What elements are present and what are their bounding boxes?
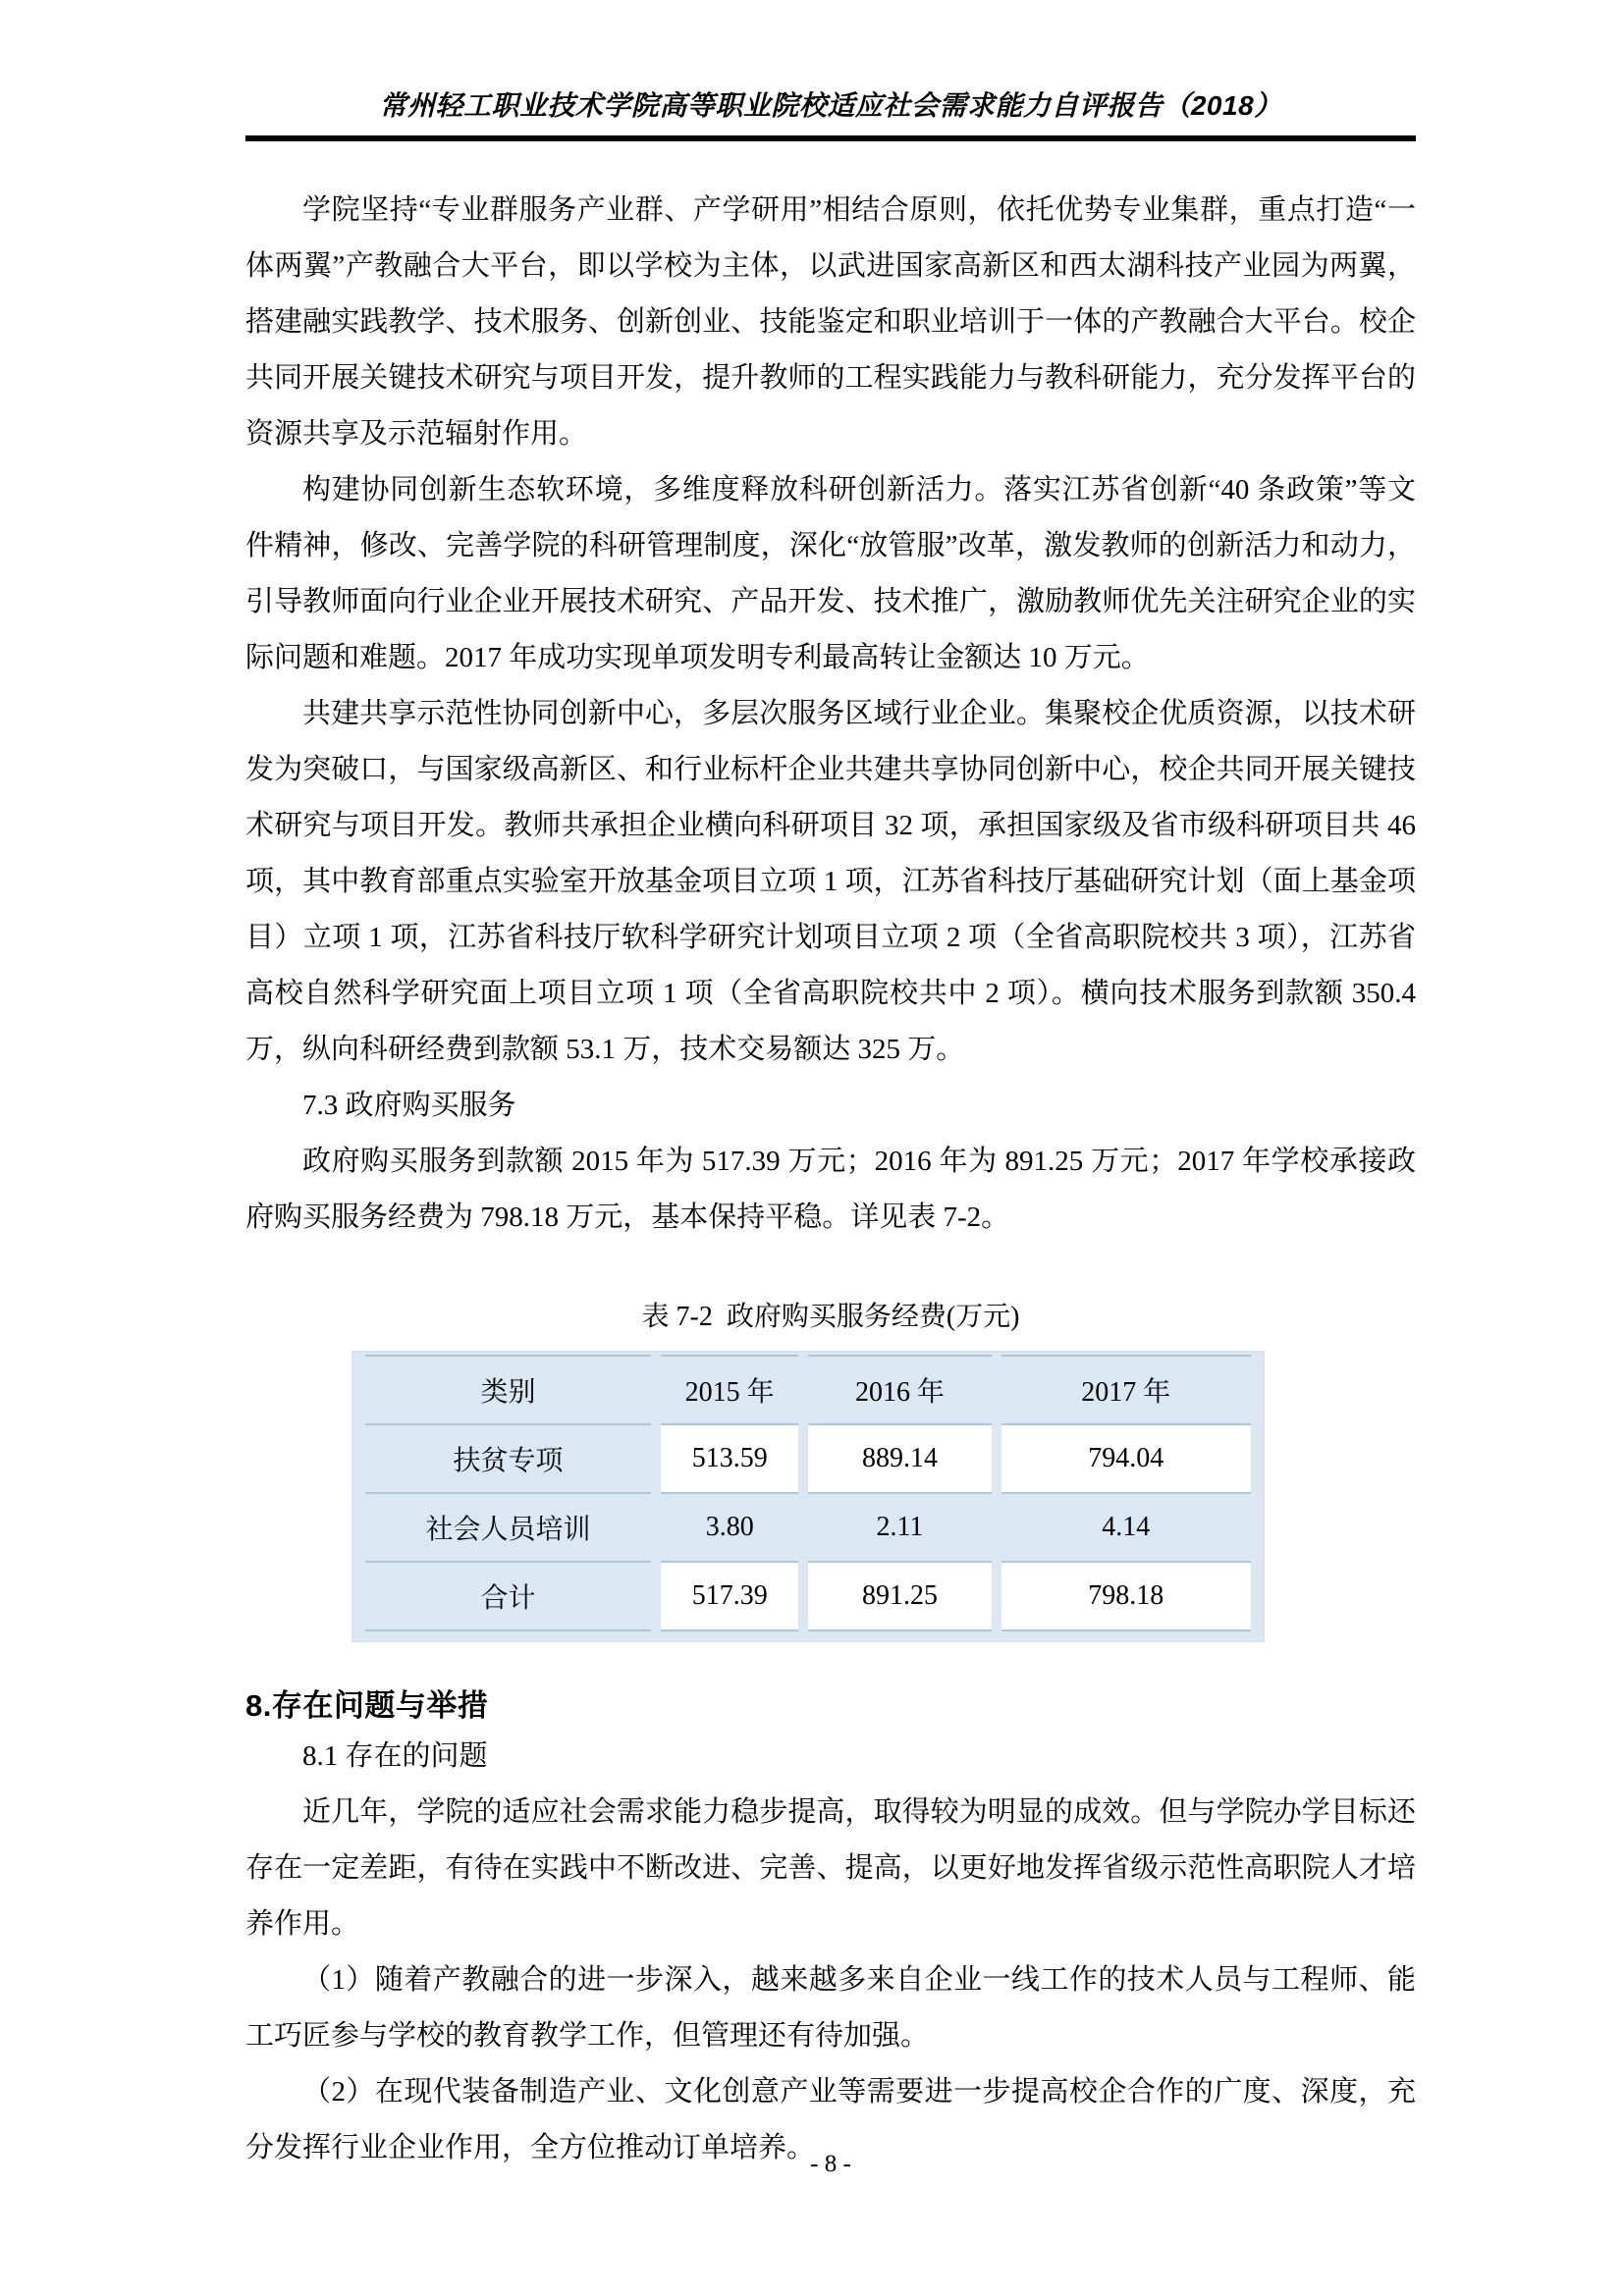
table-cell: 513.59: [656, 1424, 803, 1493]
table-cell: 798.18: [997, 1562, 1257, 1630]
table-cell: 2.11: [803, 1493, 996, 1562]
body-paragraph: 共建共享示范性协同创新中心，多层次服务区域行业企业。集聚校企优质资源，以技术研发为突破口，与国家级高新区、和行业标杆企业共建共享协同创新中心，校企共同开展关键技术研究与项目开发。教师共承担企业横向科研项目 32 项，承担国家级及省市级科研项目共 46 项，其中教育部重点实验室开放基金项目立项 1 项，江苏省科技厅基础研究计划（面上基金项目）立项 1 项，江苏省科技厅软科学研究计划项目立项 2 项（全省高职院校共 3 项），江苏省高校自然科学研究面上项目立项 1 项（全省高职院校共中 2 项）。横向技术服务到款额 350.4 万，纵向科研经费到款额 53.1 万，技术交易额达 325 万。: [245, 698, 1416, 1065]
table-cell: 889.14: [803, 1424, 996, 1493]
page-number: - 8 -: [810, 2151, 851, 2177]
table-header-row: [360, 1356, 1256, 1424]
table-header-cell: 2015 年: [656, 1356, 803, 1424]
table-cell: 891.25: [803, 1562, 996, 1630]
table-header-cell: 2016 年: [803, 1356, 996, 1424]
table-cell: 4.14: [997, 1493, 1257, 1562]
body-paragraph: （1）随着产教融合的进一步深入，越来越多来自企业一线工作的技术人员与工程师、能工巧匠参与学校的教育教学工作，但管理还有待加强。: [245, 1964, 1416, 2052]
table-cell: 3.80: [656, 1493, 803, 1562]
table-row-label: 社会人员培训: [360, 1493, 656, 1562]
body-paragraph: 近几年，学院的适应社会需求能力稳步提高，取得较为明显的成效。但与学院办学目标还存在一定差距，有待在实践中不断改进、完善、提高，以更好地发挥省级示范性高职院人才培养作用。: [245, 1796, 1416, 1940]
header-rule: [245, 135, 1416, 141]
table-header-cell: 类别: [360, 1356, 656, 1424]
running-header-title: 常州轻工职业技术学院高等职业院校适应社会需求能力自评报告（2018）: [379, 90, 1282, 121]
table-cell: 794.04: [997, 1424, 1257, 1493]
table-row: [360, 1562, 1256, 1630]
table-7-2: [352, 1351, 1265, 1642]
table-row-label: 合计: [360, 1562, 656, 1630]
section-heading-8: 8.存在问题与举措: [245, 1688, 489, 1723]
section-8-body: [245, 1729, 1416, 2176]
body-text: [245, 183, 1416, 1246]
table-row: [360, 1424, 1256, 1493]
body-paragraph: 学院坚持“专业群服务产业群、产学研用”相结合原则，依托优势专业集群，重点打造“一体两翼”产教融合大平台，即以学校为主体，以武进国家高新区和西太湖科技产业园为两翼，搭建融实践教学、技术服务、创新创业、技能鉴定和职业培训于一体的产教融合大平台。校企共同开展关键技术研究与项目开发，提升教师的工程实践能力与教科研能力，充分发挥平台的资源共享及示范辐射作用。: [245, 194, 1416, 450]
table-cell: 517.39: [656, 1562, 803, 1630]
body-paragraph: 政府购买服务到款额 2015 年为 517.39 万元；2016 年为 891.25 万元；2017 年学校承接政府购买服务经费为 798.18 万元，基本保持平稳。详见表 7-2。: [245, 1146, 1416, 1233]
table-row-label: 扶贫专项: [360, 1424, 656, 1493]
body-paragraph: （2）在现代装备制造产业、文化创意产业等需要进一步提高校企合作的广度、深度，充分发挥行业企业作用，全方位推动订单培养。: [245, 2076, 1416, 2163]
subsection-heading-8-1: 8.1 存在的问题: [302, 1740, 488, 1772]
table-row: [360, 1493, 1256, 1562]
body-paragraph: 构建协同创新生态软环境，多维度释放科研创新活力。落实江苏省创新“40 条政策”等文件精神，修改、完善学院的科研管理制度，深化“放管服”改革，激发教师的创新活力和动力，引导教师面向行业企业开展技术研究、产品开发、技术推广，激励教师优先关注研究企业的实际问题和难题。2017 年成功实现单项发明专利最高转让金额达 10 万元。: [245, 474, 1416, 673]
subsection-heading-7-3: 7.3 政府购买服务: [302, 1090, 516, 1121]
page-content: [245, 84, 1416, 2176]
table-header-cell: 2017 年: [997, 1356, 1257, 1424]
table-caption: 表 7-2 政府购买服务经费(万元): [641, 1302, 1020, 1332]
